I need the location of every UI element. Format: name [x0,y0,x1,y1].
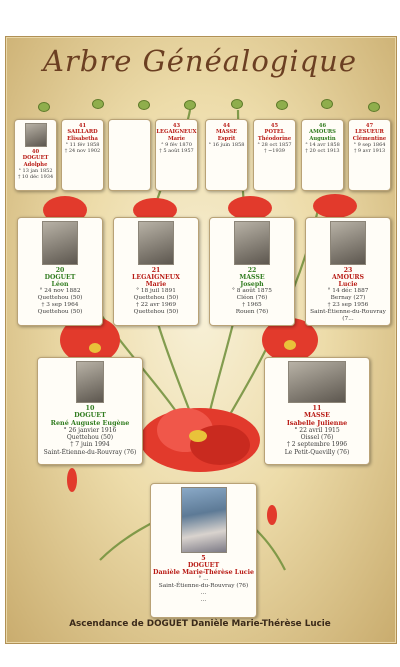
event-line: ° 9 fév 1870 [161,141,192,148]
event-line: † 10 déc 1934 [17,174,54,181]
bud-icon [276,100,288,110]
given-name: Joseph [240,281,264,288]
surname: AMOURS [331,274,365,281]
sosa-number: 5 [201,555,206,562]
event-line: † 7 juin 1994 [70,441,110,449]
event-line: † 23 sep 1956 [327,302,369,308]
person-card-gen5-empty[interactable] [108,119,151,191]
footer-caption [0,619,400,629]
bud-icon [368,102,380,112]
given-name: Léon [51,281,69,288]
event-line: Quettehou (50) [133,295,179,301]
portrait-photo [330,221,366,265]
event-line: † 20 oct 1913 [305,148,340,155]
sosa-number: 45 [270,123,279,129]
person-card-gen4[interactable] [209,217,295,326]
bud-icon [321,99,333,109]
surname: DOGUET [22,155,49,162]
portrait-photo [42,221,78,265]
event-line: ° 11 fév 1858 [65,141,100,148]
portrait-photo [138,221,174,265]
event-line: ° 16 juin 1858 [208,141,245,148]
surname: LEGAIGNEUX [156,129,197,136]
given-name: Adolphe [23,161,48,168]
event-line: ° 13 jan 1852 [18,167,53,174]
given-name: Danièle Marie-Thérèse Lucie [152,569,255,576]
sosa-number: 46 [318,123,327,129]
event-line: ° ... [198,576,209,582]
event-line: Saint-Étienne-du-Rouvray (76) [158,583,249,589]
bud-icon [231,99,243,109]
person-card-gen5[interactable] [155,119,198,191]
person-card-gen5[interactable] [348,119,391,191]
surname: DOGUET [74,411,106,420]
event-line: Oissel (76) [300,434,334,442]
given-name: Clémentine [352,135,387,142]
footer-prefix: Ascendance de [69,619,144,629]
portrait-photo [288,361,346,403]
event-line: † 22 avr 1969 [135,302,177,308]
event-line: Cléon (76) [236,295,268,301]
event-line: † ~1939 [263,148,285,155]
portrait-photo [25,123,47,147]
event-line: ° 26 janvier 1916 [63,426,117,434]
event-line: Le Petit-Quevilly (76) [284,448,350,456]
portrait-photo [181,487,227,553]
surname: SAILLARD [67,129,98,136]
sosa-number: 47 [365,123,374,129]
event-line: Saint-Étienne-du-Rouvray (7... [310,309,386,322]
portrait-photo [76,361,104,403]
event-line: ° 22 avril 1915 [294,426,340,434]
event-line: † 1965 [242,302,262,308]
bud-icon [38,102,50,112]
given-name: Isabelle Julienne [286,418,348,427]
event-line: ° 8 août 1875 [232,288,272,294]
person-card-gen4[interactable] [113,217,199,326]
given-name: Marie [145,281,167,288]
sosa-number: 23 [343,267,353,274]
event-line: Quettehou (50) [37,309,83,315]
event-line: Saint-Étienne-du-Rouvray (76) [43,448,137,456]
sosa-number: 43 [172,123,181,129]
event-line: † 9 avr 1913 [353,148,386,155]
event-line: ° 14 avr 1858 [305,141,340,148]
event-line: † 24 nov 1902 [64,148,101,155]
person-card-root[interactable] [150,483,257,618]
event-line: Quettehou (50) [133,309,179,315]
sosa-number: 41 [78,123,87,129]
portrait-photo [234,221,270,265]
surname: MASSE [304,411,330,420]
given-name: Lucie [338,281,358,288]
page-title: Arbre Généalogique [42,44,358,78]
sosa-number: 10 [85,404,95,412]
footer-given: Danièle Marie-Thérèse Lucie [191,619,331,629]
bud-icon [184,100,196,110]
sosa-number: 44 [222,123,231,129]
event-line: Quettehou (50) [66,434,114,442]
person-card-gen4[interactable] [17,217,103,326]
surname: LEGAIGNEUX [132,274,180,281]
event-line: Rouen (76) [235,309,269,315]
person-card-gen5[interactable] [253,119,296,191]
event-line: Bernay (27) [330,295,366,301]
surname: LESUEUR [355,129,384,136]
event-line: ° 14 déc 1887 [327,288,369,294]
sosa-number: 40 [31,149,40,155]
person-card-gen5[interactable] [205,119,248,191]
given-name: Théodorine [257,135,292,142]
surname: DOGUET [44,274,76,281]
event-line: † 5 août 1957 [159,148,194,155]
person-card-gen5[interactable] [14,119,57,191]
person-card-gen4[interactable] [305,217,391,326]
person-card-gen5[interactable] [61,119,104,191]
person-card-gen3[interactable] [37,357,143,465]
given-name: Esprit [217,135,236,142]
event-line: † 3 sep 1964 [41,302,79,308]
sosa-number: 22 [247,267,257,274]
given-name: Augustin [309,135,336,142]
event-line: ° 18 juil 1891 [136,288,176,294]
event-line: ... [200,590,207,596]
given-name: Marie [167,135,186,142]
sosa-number: 11 [312,404,322,412]
event-line: ° 28 oct 1857 [257,141,292,148]
surname: MASSE [239,274,265,281]
bud-icon [92,99,104,109]
given-name: René Auguste Eugène [50,418,130,427]
event-line: ° 9 sep 1864 [353,141,386,148]
surname: DOGUET [187,562,220,569]
bud-icon [138,100,150,110]
person-card-gen3[interactable] [264,357,370,465]
event-line: ° 24 nov 1882 [39,288,81,294]
surname: POTEL [264,129,285,136]
footer-surname: DOGUET [146,619,188,629]
sosa-number: 20 [55,267,65,274]
surname: MASSE [215,129,238,136]
event-line: † 2 septembre 1996 [286,441,348,449]
person-card-gen5[interactable] [301,119,344,191]
event-line: ... [200,597,207,603]
surname: AMOURS [309,129,336,136]
event-line: Quettehou (50) [37,295,83,301]
sosa-number: 21 [151,267,161,274]
given-name: Elisabetha [67,135,98,142]
